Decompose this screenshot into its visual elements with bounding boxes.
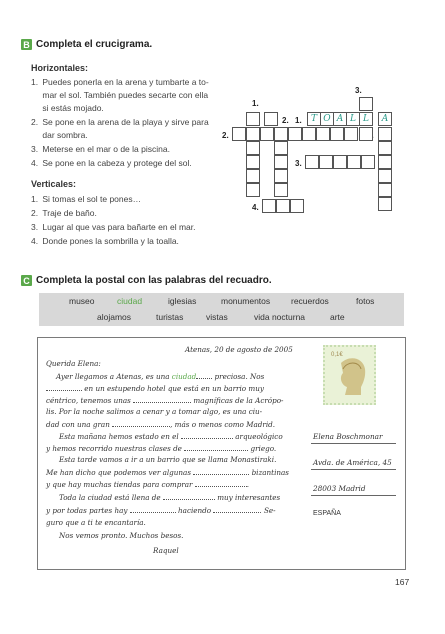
clue-line: si estás mojado. [42, 103, 104, 113]
crossword-cell[interactable] [246, 183, 260, 197]
postcard-line: dad con una gran , más o menos como Madrid. [46, 420, 276, 429]
postcard-line: Toda la ciudad está llena de muy interesantes [59, 493, 281, 502]
clue-line: dar sombra. [42, 130, 88, 140]
postcard-line: y que hay muchas tiendas para comprar . [46, 480, 250, 489]
address-country: ESPAÑA [313, 510, 341, 517]
address-line [311, 443, 396, 444]
word-bank-item-used: ciudad [117, 296, 143, 306]
crossword-label-v1: 1. [252, 99, 259, 108]
clue-text: Donde pones la sombrilla y la toalla. [42, 236, 179, 246]
blank-field[interactable] [213, 505, 259, 513]
clue-number: 4. [31, 158, 39, 168]
crossword-cell[interactable] [344, 127, 358, 141]
section-b-title: Completa el crucigrama. [36, 39, 153, 50]
clue-line: mar el sol. También puedes secarte con ella [42, 90, 209, 100]
word-bank-item: recuerdos [291, 296, 329, 306]
address-city: 28003 Madrid [313, 484, 366, 493]
crossword-cell[interactable] [260, 127, 274, 141]
word-bank-item: fotos [356, 296, 375, 306]
postcard-line: y hemos recorrido nuestras clases de griego. [46, 444, 277, 453]
section-c-badge: C [21, 275, 32, 286]
postcard-line: lis. Por la noche salimos a cenar y a tomar algo, es una ciu- [46, 407, 263, 416]
section-b-badge: B [21, 39, 32, 50]
blank-field[interactable] [163, 492, 215, 500]
word-bank-item: alojamos [97, 312, 132, 322]
blank-field[interactable] [46, 383, 82, 391]
horizontal-clue-4 [31, 157, 216, 170]
address-line [311, 495, 396, 496]
section-c-title: Completa la postal con las palabras del recuadro. [36, 275, 272, 286]
crossword-cell[interactable] [302, 127, 316, 141]
crossword-cell[interactable] [359, 127, 373, 141]
postage-stamp [323, 345, 376, 405]
crossword-cell[interactable] [274, 183, 288, 197]
postcard-line: y por todas partes hay haciendo . Se- [46, 506, 276, 515]
blank-field[interactable] [130, 505, 176, 513]
crossword-cell[interactable] [378, 155, 392, 169]
crossword-cell[interactable] [264, 112, 278, 126]
crossword-cell[interactable] [274, 141, 288, 155]
vertical-clue-2 [31, 207, 216, 220]
crossword-cell[interactable] [359, 97, 373, 111]
crossword-label-h3: 3. [295, 159, 302, 168]
blank-field[interactable] [196, 371, 212, 379]
clue-text: Lugar al que vas para bañarte en el mar. [42, 222, 196, 232]
crossword-cell[interactable]: L [346, 112, 360, 126]
clue-number: 1. [31, 77, 39, 87]
crossword-cell[interactable] [274, 155, 288, 169]
postcard-line: céntrico, tenemos unas magníficas de la Acrópo- [46, 396, 284, 405]
blank-field[interactable] [184, 443, 248, 451]
postcard-line: Ayer llegamos a Atenas, es una ciudad preciosa. Nos [56, 372, 265, 381]
crossword-cell[interactable] [246, 155, 260, 169]
crossword-cell[interactable] [276, 199, 290, 213]
word-bank-item: vida nocturna [254, 312, 306, 322]
postcard-date: Atenas, 20 de agosto de 2005 [185, 345, 293, 354]
vertical-heading: Verticales: [31, 179, 77, 189]
postcard-signature: Raquel [153, 546, 179, 555]
clue-number: 2. [31, 208, 39, 218]
horizontal-clue-3 [31, 143, 216, 156]
word-bank-item: turistas [156, 312, 184, 322]
clue-text: Se pone en la cabeza y protege del sol. [42, 158, 192, 168]
horizontal-heading: Horizontales: [31, 63, 89, 73]
crossword-label-h4: 4. [252, 203, 259, 212]
crossword-cell[interactable] [378, 127, 392, 141]
page-number: 167 [395, 577, 410, 587]
clue-number: 3. [31, 222, 39, 232]
vertical-clue-3 [31, 221, 216, 234]
blank-field[interactable] [112, 419, 170, 427]
crossword-cell[interactable] [290, 199, 304, 213]
postcard-line: Esta mañana hemos estado en el arqueológico [59, 432, 283, 441]
postcard-greeting: Querida Elena: [46, 359, 101, 368]
crossword-label-v2: 2. [282, 116, 289, 125]
word-bank-item: arte [330, 312, 345, 322]
crossword-label-h1: 1. [295, 116, 302, 125]
clue-text: Traje de baño. [42, 208, 97, 218]
crossword-cell[interactable]: O [320, 112, 334, 126]
crossword-label-h2: 2. [222, 131, 229, 140]
clue-line: Se pone en la arena de la playa y sirve para [42, 117, 209, 127]
postcard-line: guro que a ti te encantaría. [46, 518, 146, 527]
crossword-cell[interactable] [330, 127, 344, 141]
filled-answer: ciudad [171, 372, 197, 381]
address-name: Elena Boschmonar [313, 432, 383, 441]
postcard-line: Esta tarde vamos a ir a un barrio que se llama Monastiraki. [59, 455, 277, 464]
crossword-cell[interactable] [347, 155, 361, 169]
crossword-cell[interactable] [305, 155, 319, 169]
postcard-line: en un estupendo hotel que está en un barrio muy [46, 383, 264, 393]
clue-number: 1. [31, 194, 39, 204]
crossword-cell[interactable] [246, 169, 260, 183]
blank-field[interactable] [195, 479, 247, 487]
word-bank [39, 293, 404, 326]
crossword-cell[interactable] [288, 127, 302, 141]
crossword-cell[interactable] [378, 169, 392, 183]
crossword-cell[interactable] [378, 141, 392, 155]
blank-field[interactable] [181, 431, 233, 439]
clue-number: 4. [31, 236, 39, 246]
crossword-label-v3: 3. [355, 86, 362, 95]
crossword-cell[interactable] [333, 155, 347, 169]
horizontal-clue-1 [31, 76, 216, 115]
crossword-cell[interactable] [274, 169, 288, 183]
clue-text: Si tomas el sol te pones… [42, 194, 142, 204]
crossword-cell[interactable] [246, 112, 260, 126]
word-bank-item: monumentos [221, 296, 271, 306]
address-street: Avda. de América, 45 [313, 458, 392, 467]
vertical-clue-1 [31, 193, 216, 206]
postcard-line: Me han dicho que podemos ver algunas bizantinas [46, 468, 289, 477]
crossword-cell[interactable] [262, 199, 276, 213]
clue-number: 3. [31, 144, 39, 154]
crossword-cell[interactable] [378, 197, 392, 211]
crossword-cell[interactable]: T [307, 112, 321, 126]
stamp-value: 0,1€ [331, 352, 343, 358]
crossword-cell[interactable] [361, 155, 375, 169]
vertical-clue-4 [31, 235, 216, 248]
crossword-cell[interactable] [316, 127, 330, 141]
postcard-line: Nos vemos pronto. Muchos besos. [59, 531, 184, 540]
blank-field[interactable] [193, 467, 249, 475]
crossword-cell[interactable]: A [378, 112, 392, 126]
word-bank-item: vistas [206, 312, 228, 322]
blank-field[interactable] [133, 395, 191, 403]
crossword-cell[interactable] [274, 127, 288, 141]
clue-line: Puedes ponerla en la arena y tumbarte a to- [42, 77, 209, 87]
clue-number: 2. [31, 117, 39, 127]
crossword-cell[interactable]: A [333, 112, 347, 126]
crossword-cell[interactable] [319, 155, 333, 169]
crossword-cell[interactable] [232, 127, 246, 141]
clue-text: Meterse en el mar o de la piscina. [42, 144, 170, 154]
address-line [311, 469, 396, 470]
crossword-cell[interactable]: L [359, 112, 373, 126]
crossword-cell[interactable] [378, 183, 392, 197]
stamp-portrait-icon [325, 347, 374, 403]
horizontal-clue-2 [31, 116, 216, 142]
crossword-cell[interactable] [246, 141, 260, 155]
word-bank-item: museo [69, 296, 95, 306]
word-bank-item: iglesias [168, 296, 197, 306]
crossword-cell[interactable] [246, 127, 260, 141]
